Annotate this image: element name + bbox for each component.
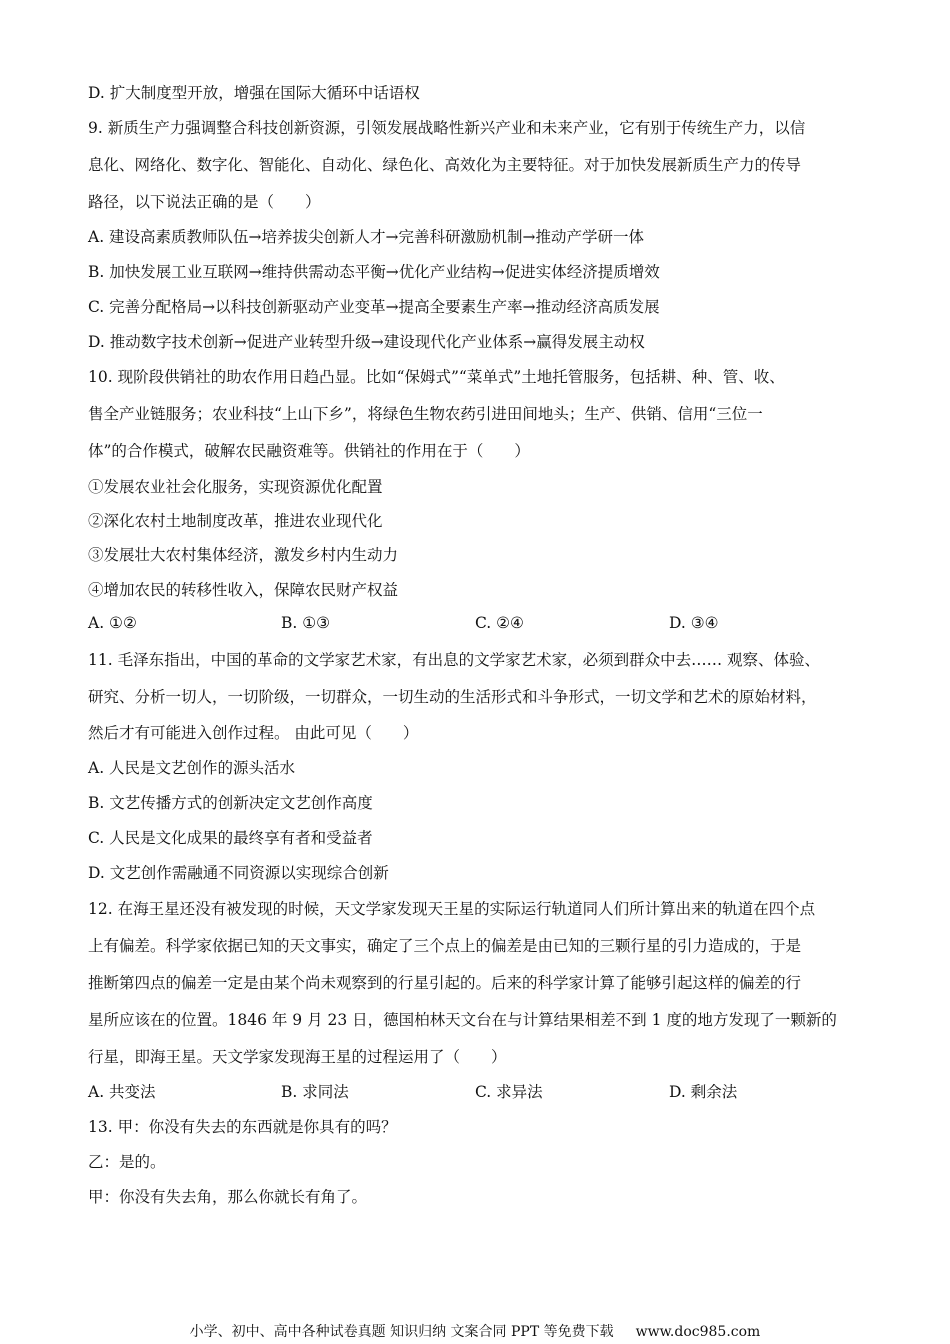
page-footer [0, 1322, 950, 1342]
q9-option-b: B. 加快发展工业互联网→维持供需动态平衡→优化产业结构→促进实体经济提质增效 [88, 263, 660, 281]
q9-stem-line-1: 9. 新质生产力强调整合科技创新资源，引领发展战略性新兴产业和未来产业，它有别于传统生产力，以信 [88, 119, 806, 137]
q9-option-c: C. 完善分配格局→以科技创新驱动产业变革→提高全要素生产率→推动经济高质发展 [88, 298, 660, 316]
q10-stem-line-1: 10. 现阶段供销社的助农作用日趋凸显。比如“保姆式”“菜单式”土地托管服务，包括耕、种、管、收、 [88, 368, 785, 386]
q11-stem-line-2: 研究、分析一切人，一切阶级，一切群众，一切生动的生活形式和斗争形式，一切文学和艺术的原始材料， [88, 688, 817, 706]
q10-statement-1: ①发展农业社会化服务，实现资源优化配置 [88, 478, 383, 496]
q10-statement-4: ④增加农民的转移性收入，保障农民财产权益 [88, 581, 399, 599]
q9-stem-line-3: 路径，以下说法正确的是（ ） [88, 193, 321, 211]
q10-option-b: B. ①③ [281, 614, 331, 632]
q9-option-d: D. 推动数字技术创新→促进产业转型升级→建设现代化产业体系→赢得发展主动权 [88, 333, 645, 351]
q9-stem-line-2: 息化、网络化、数字化、智能化、自动化、绿色化、高效化为主要特征。对于加快发展新质生产力的传导 [88, 156, 802, 174]
q10-option-c: C. ②④ [475, 614, 524, 632]
q9-option-a: A. 建设高素质教师队伍→培养拔尖创新人才→完善科研激励机制→推动产学研一体 [88, 228, 645, 246]
q12-option-c: C. 求异法 [475, 1083, 543, 1101]
q11-option-a: A. 人民是文艺创作的源头活水 [88, 759, 296, 777]
q10-stem-line-2: 售全产业链服务；农业科技“上山下乡”，将绿色生物农药引进田间地头；生产、供销、信用“三位一 [88, 405, 763, 423]
q11-option-d: D. 文艺创作需融通不同资源以实现综合创新 [88, 864, 389, 882]
q12-option-b: B. 求同法 [281, 1083, 349, 1101]
q10-statement-2: ②深化农村土地制度改革，推进农业现代化 [88, 512, 383, 530]
q10-option-a: A. ①② [88, 614, 137, 632]
q11-stem-line-3: 然后才有可能进入创作过程。 由此可见（ ） [88, 724, 419, 742]
q13-stem-line-3: 甲：你没有失去角，那么你就长有角了。 [88, 1188, 368, 1206]
q10-statement-3: ③发展壮大农村集体经济，激发乡村内生动力 [88, 546, 399, 564]
footer-site-link[interactable]: www.doc985.com [635, 1324, 761, 1340]
q10-options-row [88, 613, 888, 633]
footer-text: 小学、初中、高中各种试卷真题 知识归纳 文案合同 PPT 等免费下载 [189, 1324, 614, 1340]
q12-option-a: A. 共变法 [88, 1083, 156, 1101]
q12-stem-line-5: 行星，即海王星。天文学家发现海王星的过程运用了（ ） [88, 1048, 507, 1066]
q11-option-b: B. 文艺传播方式的创新决定文艺创作高度 [88, 794, 373, 812]
q12-option-d: D. 剩余法 [669, 1083, 738, 1101]
q12-stem-line-4: 星所应该在的位置。1846 年 9 月 23 日，德国柏林天文台在与计算结果相差不到 1 度的地方发现了一颗新的 [88, 1011, 837, 1029]
q12-stem-line-1: 12. 在海王星还没有被发现的时候，天文学家发现天王星的实际运行轨道同人们所计算出来的轨道在四个点 [88, 900, 816, 918]
q8-option-d: D. 扩大制度型开放，增强在国际大循环中话语权 [88, 84, 420, 102]
q12-options-row [88, 1082, 888, 1102]
q13-stem-line-1: 13. 甲：你没有失去的东西就是你具有的吗？ [88, 1118, 397, 1136]
q10-option-d: D. ③④ [669, 614, 719, 632]
q13-stem-line-2: 乙：是的。 [88, 1153, 166, 1171]
q10-stem-line-3: 体”的合作模式，破解农民融资难等。供销社的作用在于（ ） [88, 442, 530, 460]
q12-stem-line-2: 上有偏差。科学家依据已知的天文事实，确定了三个点上的偏差是由已知的三颗行星的引力造成的，于是 [88, 937, 802, 955]
q12-stem-line-3: 推断第四点的偏差一定是由某个尚未观察到的行星引起的。后来的科学家计算了能够引起这样的偏差的行 [88, 974, 802, 992]
q11-stem-line-1: 11. 毛泽东指出，中国的革命的文学家艺术家，有出息的文学家艺术家，必须到群众中去…… 观察、体验、 [88, 651, 821, 669]
q11-option-c: C. 人民是文化成果的最终享有者和受益者 [88, 829, 373, 847]
